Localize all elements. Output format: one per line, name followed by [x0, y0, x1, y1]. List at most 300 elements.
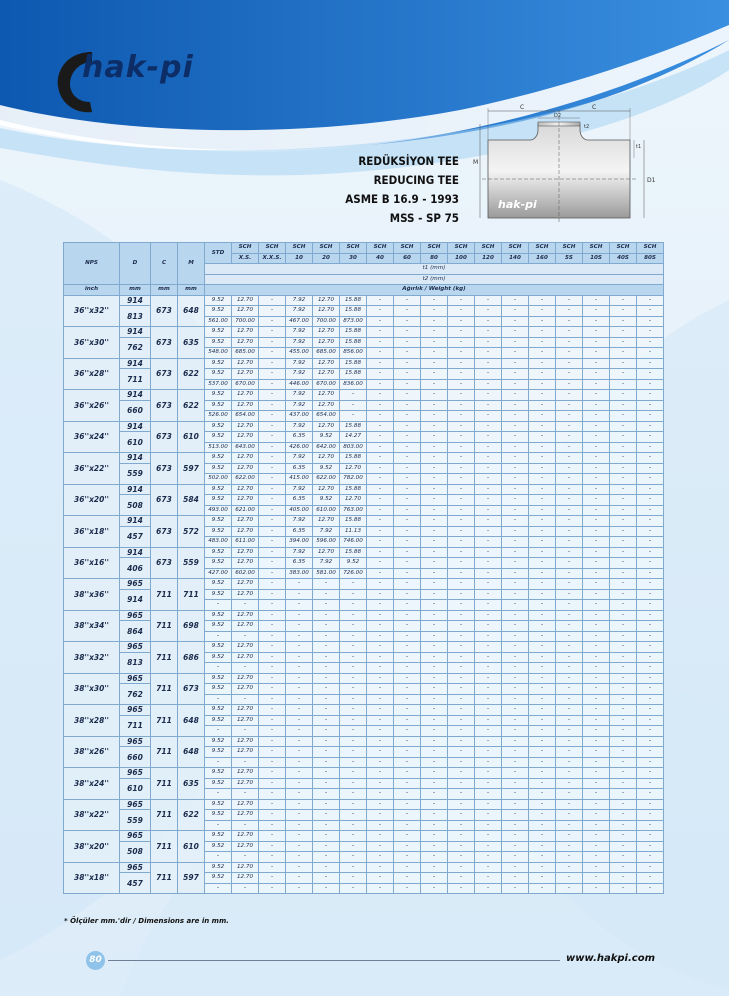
cell-value: 12.70 [313, 484, 340, 495]
cell-value: - [394, 453, 421, 464]
cell-value: - [502, 883, 529, 894]
cell-value: - [286, 726, 313, 737]
cell-value: 9.52 [205, 841, 232, 852]
cell-value: - [448, 600, 475, 611]
cell-value: - [502, 547, 529, 558]
cell-value: - [448, 789, 475, 800]
cell-value: 405.00 [286, 505, 313, 516]
cell-value: - [286, 694, 313, 705]
cell-value: 537.00 [205, 379, 232, 390]
cell-value: 9.52 [205, 684, 232, 695]
cell-value: - [610, 715, 637, 726]
cell-value: - [367, 694, 394, 705]
cell-value: - [610, 453, 637, 464]
cell-value: - [502, 379, 529, 390]
cell-value: - [421, 358, 448, 369]
cell-nps: 36''x32'' [64, 295, 120, 327]
cell-value: - [448, 411, 475, 422]
cell-value: - [529, 705, 556, 716]
cell-value: - [340, 831, 367, 842]
cell-value: - [610, 736, 637, 747]
cell-value: 581.00 [313, 568, 340, 579]
cell-value: - [529, 873, 556, 884]
cell-value: - [313, 600, 340, 611]
cell-value: - [556, 694, 583, 705]
cell-value: - [556, 831, 583, 842]
cell-value: - [610, 337, 637, 348]
cell-value: 12.70 [313, 516, 340, 527]
cell-value: 12.70 [232, 516, 259, 527]
cell-value: - [340, 579, 367, 590]
cell-value: 602.00 [232, 568, 259, 579]
cell-d2: 813 [120, 652, 151, 673]
cell-value: 9.52 [205, 453, 232, 464]
cell-value: - [556, 883, 583, 894]
cell-value: - [583, 694, 610, 705]
cell-value: - [367, 442, 394, 453]
header-sch-sub: 100 [448, 253, 475, 264]
cell-value: - [502, 810, 529, 821]
cell-value: - [502, 862, 529, 873]
cell-value: - [556, 390, 583, 401]
cell-value: 9.52 [205, 705, 232, 716]
cell-value: - [583, 883, 610, 894]
cell-value: - [502, 726, 529, 737]
cell-value: - [583, 547, 610, 558]
cell-value: - [448, 820, 475, 831]
cell-value: - [421, 820, 448, 831]
cell-value: - [340, 757, 367, 768]
cell-d1: 914 [120, 484, 151, 495]
cell-value: - [394, 337, 421, 348]
cell-value: 12.70 [232, 673, 259, 684]
cell-value: - [421, 558, 448, 569]
cell-value: - [340, 411, 367, 422]
cell-value: - [529, 579, 556, 590]
cell-value: 746.00 [340, 537, 367, 548]
cell-value: - [529, 390, 556, 401]
cell-value: 12.70 [232, 831, 259, 842]
cell-value: - [286, 715, 313, 726]
cell-value: - [232, 631, 259, 642]
cell-value: - [583, 652, 610, 663]
cell-m: 648 [178, 295, 205, 327]
label-t2: t2 [584, 124, 590, 130]
cell-value: - [475, 558, 502, 569]
cell-value: - [583, 505, 610, 516]
cell-value: - [313, 642, 340, 653]
cell-value: 9.52 [205, 778, 232, 789]
cell-value: - [448, 537, 475, 548]
cell-value: - [610, 484, 637, 495]
cell-value: - [529, 537, 556, 548]
cell-value: - [583, 421, 610, 432]
cell-value: - [610, 516, 637, 527]
cell-value: 12.70 [232, 841, 259, 852]
cell-value: - [367, 600, 394, 611]
cell-value: - [367, 621, 394, 632]
cell-value: - [367, 810, 394, 821]
cell-value: 426.00 [286, 442, 313, 453]
cell-value: - [556, 526, 583, 537]
cell-value: - [448, 453, 475, 464]
cell-value: - [610, 295, 637, 306]
cell-c: 673 [151, 547, 178, 579]
cell-value: - [529, 642, 556, 653]
cell-value: 12.70 [232, 579, 259, 590]
header-sch: SCH [448, 243, 475, 254]
cell-value: - [313, 652, 340, 663]
cell-value: - [205, 694, 232, 705]
cell-value: - [529, 568, 556, 579]
cell-value: - [367, 789, 394, 800]
cell-value: 15.88 [340, 358, 367, 369]
cell-value: 856.00 [340, 348, 367, 359]
cell-value: - [556, 820, 583, 831]
cell-value: - [502, 820, 529, 831]
cell-value: - [448, 547, 475, 558]
cell-value: - [340, 694, 367, 705]
cell-value: - [475, 453, 502, 464]
cell-value: - [448, 778, 475, 789]
cell-value: - [637, 390, 664, 401]
cell-value: - [340, 778, 367, 789]
cell-value: - [502, 684, 529, 695]
cell-d1: 914 [120, 358, 151, 369]
cell-value: 6.35 [286, 495, 313, 506]
cell-value: - [583, 600, 610, 611]
footnote: * Ölçüler mm.'dir / Dimensions are in mm. [64, 917, 229, 925]
cell-value: - [367, 589, 394, 600]
cell-value: 7.92 [286, 547, 313, 558]
header-sch: SCH [502, 243, 529, 254]
cell-value: - [529, 883, 556, 894]
cell-value: - [286, 873, 313, 884]
cell-value: - [340, 715, 367, 726]
cell-value: - [259, 789, 286, 800]
cell-value: - [421, 537, 448, 548]
cell-value: - [475, 516, 502, 527]
cell-value: - [475, 600, 502, 611]
cell-value: - [421, 841, 448, 852]
cell-value: - [529, 673, 556, 684]
cell-value: 9.52 [205, 873, 232, 884]
cell-value: - [421, 789, 448, 800]
cell-value: - [448, 558, 475, 569]
label-t1: t1 [636, 144, 642, 150]
header-weight: Ağırlık / Weight (kg) [205, 285, 664, 296]
cell-value: - [637, 516, 664, 527]
cell-value: 12.70 [232, 810, 259, 821]
cell-value: - [313, 831, 340, 842]
cell-value: 15.88 [340, 484, 367, 495]
cell-value: 394.00 [286, 537, 313, 548]
cell-value: - [205, 663, 232, 674]
cell-value: - [502, 474, 529, 485]
cell-value: - [232, 883, 259, 894]
cell-value: - [394, 873, 421, 884]
cell-value: - [637, 453, 664, 464]
cell-value: - [259, 348, 286, 359]
cell-value: - [394, 379, 421, 390]
cell-value: - [394, 757, 421, 768]
cell-value: - [583, 757, 610, 768]
cell-value: - [610, 642, 637, 653]
cell-value: - [340, 610, 367, 621]
cell-value: 12.70 [232, 453, 259, 464]
cell-value: 15.88 [340, 306, 367, 317]
cell-value: - [286, 705, 313, 716]
cell-value: - [313, 810, 340, 821]
header-sch-sub: 10S [583, 253, 610, 264]
cell-value: - [259, 505, 286, 516]
cell-value: 873.00 [340, 316, 367, 327]
cell-m: 622 [178, 799, 205, 831]
cell-value: - [556, 463, 583, 474]
cell-value: - [610, 747, 637, 758]
cell-value: 6.35 [286, 526, 313, 537]
cell-value: - [259, 642, 286, 653]
cell-value: - [367, 642, 394, 653]
cell-value: - [448, 862, 475, 873]
cell-value: - [475, 778, 502, 789]
cell-value: - [259, 463, 286, 474]
cell-value: - [421, 327, 448, 338]
cell-value: 12.70 [232, 484, 259, 495]
cell-value: - [313, 621, 340, 632]
cell-value: - [475, 810, 502, 821]
cell-value: - [529, 694, 556, 705]
cell-value: - [448, 474, 475, 485]
cell-value: - [475, 327, 502, 338]
cell-value: - [583, 684, 610, 695]
cell-value: - [421, 694, 448, 705]
cell-value: - [394, 831, 421, 842]
cell-c: 711 [151, 862, 178, 894]
cell-value: 15.88 [340, 516, 367, 527]
cell-value: - [610, 726, 637, 737]
cell-value: 12.70 [232, 873, 259, 884]
cell-value: - [340, 589, 367, 600]
cell-value: - [529, 348, 556, 359]
cell-value: 12.70 [232, 463, 259, 474]
cell-value: - [259, 663, 286, 674]
cell-value: - [583, 768, 610, 779]
cell-value: - [583, 810, 610, 821]
cell-value: - [394, 789, 421, 800]
cell-d2: 660 [120, 747, 151, 768]
cell-value: - [475, 579, 502, 590]
title-mss: MSS - SP 75 [389, 211, 459, 225]
cell-value: - [394, 295, 421, 306]
website-link[interactable]: www.hakpi.com [566, 953, 655, 964]
cell-d2: 660 [120, 400, 151, 421]
cell-value: - [367, 516, 394, 527]
cell-value: - [475, 820, 502, 831]
cell-value: - [232, 663, 259, 674]
cell-value: - [475, 421, 502, 432]
cell-value: - [448, 705, 475, 716]
cell-value: - [529, 852, 556, 863]
cell-value: - [475, 295, 502, 306]
cell-value: - [475, 831, 502, 842]
cell-value: - [556, 348, 583, 359]
cell-value: 9.52 [205, 390, 232, 401]
cell-c: 673 [151, 484, 178, 516]
label-d2: D2 [554, 113, 562, 119]
cell-value: 12.70 [232, 547, 259, 558]
cell-value: - [610, 873, 637, 884]
cell-value: - [259, 453, 286, 464]
cell-value: 685.00 [232, 348, 259, 359]
cell-value: - [475, 337, 502, 348]
cell-value: - [394, 390, 421, 401]
cell-value: - [502, 736, 529, 747]
cell-value: - [394, 558, 421, 569]
cell-value: - [502, 337, 529, 348]
cell-value: 7.92 [286, 484, 313, 495]
cell-value: 12.70 [232, 652, 259, 663]
cell-value: - [421, 862, 448, 873]
cell-value: - [475, 694, 502, 705]
cell-value: - [421, 495, 448, 506]
cell-value: - [340, 631, 367, 642]
cell-value: 12.70 [313, 327, 340, 338]
cell-value: 455.00 [286, 348, 313, 359]
cell-value: - [610, 757, 637, 768]
cell-value: - [448, 673, 475, 684]
cell-value: - [394, 463, 421, 474]
cell-value: - [529, 442, 556, 453]
cell-value: 12.70 [313, 369, 340, 380]
cell-value: - [556, 852, 583, 863]
cell-value: 15.88 [340, 327, 367, 338]
cell-value: 670.00 [232, 379, 259, 390]
cell-value: 12.70 [232, 736, 259, 747]
cell-value: - [502, 442, 529, 453]
cell-value: - [502, 705, 529, 716]
cell-value: 6.35 [286, 558, 313, 569]
cell-value: - [286, 799, 313, 810]
cell-value: - [610, 442, 637, 453]
cell-value: - [448, 642, 475, 653]
cell-value: - [394, 316, 421, 327]
cell-value: - [313, 747, 340, 758]
cell-value: - [610, 852, 637, 863]
cell-value: 9.52 [205, 621, 232, 632]
cell-value: - [367, 715, 394, 726]
cell-value: - [421, 379, 448, 390]
cell-value: 15.88 [340, 337, 367, 348]
cell-value: - [502, 316, 529, 327]
cell-value: - [286, 684, 313, 695]
cell-value: - [637, 337, 664, 348]
unit-mm: mm [178, 285, 205, 296]
cell-value: - [502, 432, 529, 443]
cell-value: - [529, 369, 556, 380]
header-sch: SCH [394, 243, 421, 254]
cell-value: 610.00 [313, 505, 340, 516]
cell-value: 9.52 [205, 558, 232, 569]
cell-value: - [367, 841, 394, 852]
cell-value: - [313, 873, 340, 884]
cell-d1: 965 [120, 862, 151, 873]
cell-value: 9.52 [205, 579, 232, 590]
header-sch-sub: 80 [421, 253, 448, 264]
cell-value: - [286, 820, 313, 831]
cell-value: - [502, 757, 529, 768]
cell-value: - [529, 295, 556, 306]
header-row-units [64, 285, 664, 296]
cell-value: - [529, 736, 556, 747]
cell-value: - [367, 295, 394, 306]
cell-value: - [583, 831, 610, 842]
cell-value: - [637, 736, 664, 747]
header-m: M [178, 243, 205, 285]
cell-nps: 38''x20'' [64, 831, 120, 863]
cell-value: - [448, 337, 475, 348]
cell-value: - [610, 547, 637, 558]
table-row [64, 642, 664, 653]
cell-value: - [502, 348, 529, 359]
cell-value: - [340, 652, 367, 663]
cell-value: 6.35 [286, 432, 313, 443]
cell-value: - [448, 663, 475, 674]
cell-value: - [367, 768, 394, 779]
cell-value: - [529, 757, 556, 768]
cell-value: - [394, 621, 421, 632]
cell-value: - [448, 768, 475, 779]
cell-value: - [448, 484, 475, 495]
cell-value: - [394, 736, 421, 747]
cell-value: - [637, 579, 664, 590]
cell-value: - [394, 694, 421, 705]
header-sch: SCH [610, 243, 637, 254]
cell-value: - [259, 411, 286, 422]
cell-nps: 38''x28'' [64, 705, 120, 737]
table-row [64, 295, 664, 306]
cell-value: 15.88 [340, 421, 367, 432]
cell-value: - [340, 705, 367, 716]
cell-value: - [394, 526, 421, 537]
cell-value: - [475, 400, 502, 411]
cell-value: - [556, 327, 583, 338]
cell-value: - [313, 862, 340, 873]
cell-value: - [502, 631, 529, 642]
cell-value: - [259, 705, 286, 716]
cell-nps: 36''x24'' [64, 421, 120, 453]
cell-d2: 406 [120, 558, 151, 579]
header-sch: SCH [637, 243, 664, 254]
cell-value: - [259, 610, 286, 621]
cell-value: - [421, 852, 448, 863]
cell-value: 7.92 [286, 306, 313, 317]
cell-value: - [475, 747, 502, 758]
cell-value: - [259, 442, 286, 453]
cell-value: - [502, 610, 529, 621]
cell-value: - [340, 873, 367, 884]
cell-value: - [556, 705, 583, 716]
cell-value: - [340, 841, 367, 852]
cell-value: - [502, 390, 529, 401]
header-sch-sub: 80S [637, 253, 664, 264]
cell-value: 7.92 [286, 327, 313, 338]
cell-value: - [367, 736, 394, 747]
cell-value: - [637, 642, 664, 653]
cell-value: - [556, 358, 583, 369]
cell-value: 7.92 [313, 526, 340, 537]
cell-value: - [259, 841, 286, 852]
